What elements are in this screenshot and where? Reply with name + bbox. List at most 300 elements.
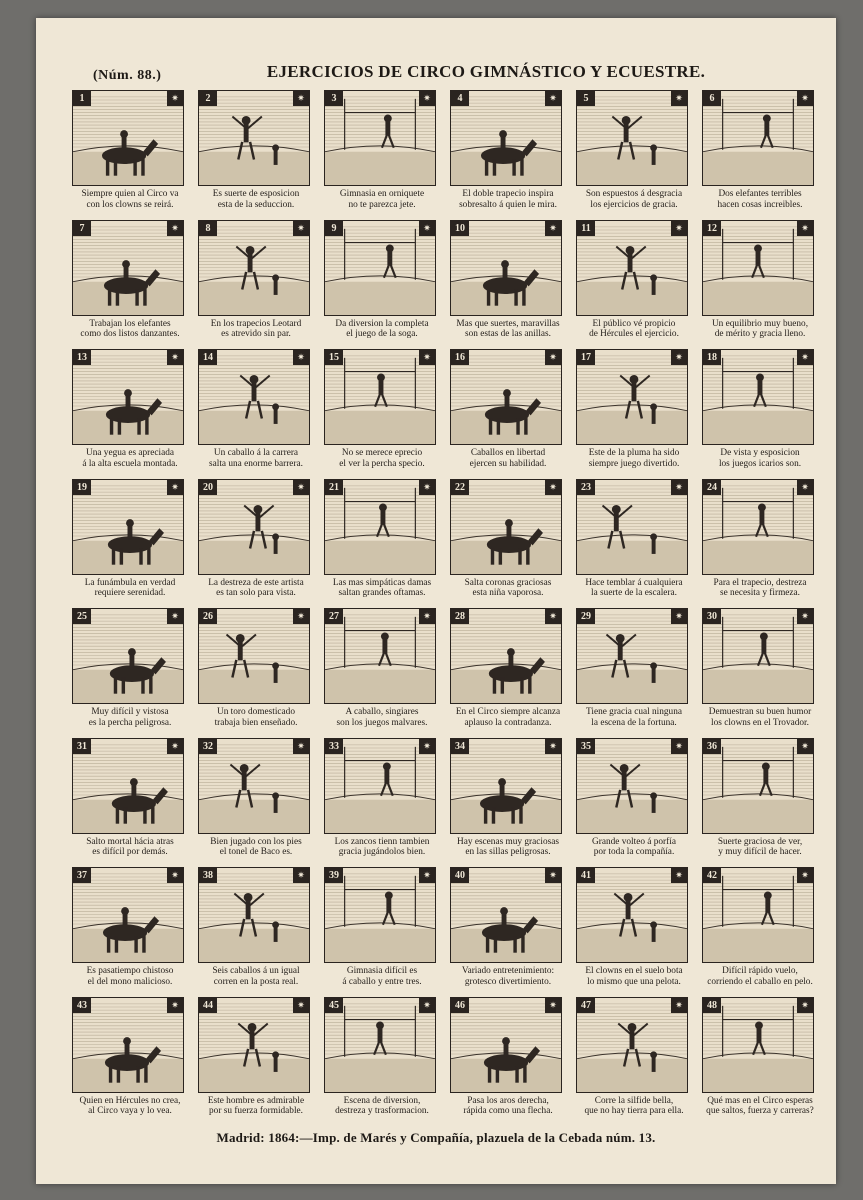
scene-cell (574, 606, 694, 736)
corner-star-icon: ✷ (293, 480, 309, 495)
scene-caption (444, 578, 572, 599)
scene-engraving (198, 997, 310, 1093)
caption-line-1: Seis caballos á un igual (212, 966, 300, 976)
scene-engraving (576, 90, 688, 186)
scene-number: 28 (451, 609, 469, 624)
caption-line-1: El doble trapecio inspira (462, 189, 554, 199)
scene-number: 12 (703, 221, 721, 236)
corner-star-icon: ✷ (545, 609, 561, 624)
corner-star-icon: ✷ (671, 868, 687, 883)
caption-line-2: corren en la posta real. (213, 976, 299, 987)
scene-caption (66, 578, 194, 599)
caption-line-2: salta una enorme barrera. (209, 458, 303, 469)
scene-number: 35 (577, 739, 595, 754)
caption-line-2: corriendo el caballo en pelo. (707, 976, 813, 987)
scene-number: 23 (577, 480, 595, 495)
caption-line-1: Las mas simpáticas damas (332, 577, 432, 588)
scene-caption (570, 189, 698, 210)
corner-star-icon: ✷ (797, 868, 813, 883)
scene-number: 9 (325, 221, 343, 236)
scene-engraving (72, 349, 184, 445)
caption-line-1: La funámbula en verdad (84, 577, 176, 588)
scene-caption (570, 707, 698, 728)
caption-line-1: Escena de diversion, (343, 1095, 421, 1106)
scene-cell (574, 347, 694, 477)
corner-star-icon: ✷ (545, 998, 561, 1013)
scene-cell (322, 606, 442, 736)
scene-engraving (702, 90, 814, 186)
scene-engraving (324, 220, 436, 316)
scene-number: 14 (199, 350, 217, 365)
corner-star-icon: ✷ (671, 221, 687, 236)
caption-line-1: Trabajan los elefantes (89, 318, 171, 329)
scene-caption (444, 707, 572, 728)
scene-number: 3 (325, 91, 343, 106)
scene-cell (448, 606, 568, 736)
scene-number: 42 (703, 868, 721, 883)
scene-engraving (450, 90, 562, 186)
scene-number: 46 (451, 998, 469, 1013)
corner-star-icon: ✷ (671, 609, 687, 624)
scene-cell (448, 347, 568, 477)
caption-line-2: los juegos icarios son. (718, 458, 802, 469)
caption-line-2: es atrevido sin par. (221, 329, 291, 340)
corner-star-icon: ✷ (167, 739, 183, 754)
scene-cell (70, 736, 190, 866)
scene-engraving (576, 738, 688, 834)
caption-line-2: los ejercicios de gracia. (590, 199, 678, 210)
scene-engraving (324, 349, 436, 445)
caption-line-2: el juego de la soga. (346, 329, 418, 340)
corner-star-icon: ✷ (293, 998, 309, 1013)
caption-line-2: la suerte de la escalera. (591, 588, 677, 599)
scene-caption (66, 966, 194, 987)
scene-caption (66, 319, 194, 340)
caption-line-1: Grande volteo á porfía (592, 836, 676, 847)
scene-cell (574, 477, 694, 607)
caption-line-2: ejercen su habilidad. (469, 458, 547, 469)
caption-line-2: son los juegos malvares. (336, 717, 428, 728)
scene-engraving (324, 738, 436, 834)
caption-line-2: destreza y trasformacion. (335, 1106, 429, 1117)
scene-cell (574, 865, 694, 995)
caption-line-2: como dos listos danzantes. (80, 329, 180, 340)
scene-caption (192, 448, 320, 469)
caption-line-2: á caballo y entre tres. (342, 976, 422, 987)
scene-engraving (72, 867, 184, 963)
scene-caption (444, 319, 572, 340)
scene-engraving (198, 90, 310, 186)
corner-star-icon: ✷ (167, 868, 183, 883)
scene-cell (700, 218, 820, 348)
corner-star-icon: ✷ (797, 221, 813, 236)
scene-cell (196, 606, 316, 736)
scene-caption (444, 189, 572, 210)
scene-caption (696, 707, 824, 728)
scene-cell (700, 88, 820, 218)
corner-star-icon: ✷ (797, 998, 813, 1013)
caption-line-1: Caballos en libertad (470, 448, 546, 458)
corner-star-icon: ✷ (167, 350, 183, 365)
corner-star-icon: ✷ (797, 609, 813, 624)
scene-caption (318, 1096, 446, 1117)
caption-line-1: Dos elefantes terribles (718, 189, 802, 199)
scene-number: 47 (577, 998, 595, 1013)
caption-line-1: Muy difícil y vistosa (91, 707, 169, 717)
caption-line-2: por su fuerza formidable. (209, 1106, 303, 1117)
scene-cell (196, 477, 316, 607)
scene-cell (322, 995, 442, 1125)
scene-engraving (324, 90, 436, 186)
scene-cell (70, 218, 190, 348)
scene-caption (66, 837, 194, 858)
scene-number: 36 (703, 739, 721, 754)
scene-engraving (72, 997, 184, 1093)
scene-caption (444, 837, 572, 858)
scene-engraving (198, 738, 310, 834)
scene-number: 6 (703, 91, 721, 106)
scene-engraving (198, 479, 310, 575)
scene-engraving (450, 608, 562, 704)
scene-number: 44 (199, 998, 217, 1013)
scene-engraving (450, 738, 562, 834)
scene-engraving (72, 90, 184, 186)
corner-star-icon: ✷ (293, 609, 309, 624)
corner-star-icon: ✷ (671, 480, 687, 495)
caption-line-2: el tonel de Baco es. (219, 847, 293, 858)
scene-caption (570, 837, 698, 858)
corner-star-icon: ✷ (545, 91, 561, 106)
scene-caption (318, 837, 446, 858)
scene-cell (448, 736, 568, 866)
scene-cell (196, 995, 316, 1125)
caption-line-2: los clowns en el Trovador. (711, 717, 809, 728)
corner-star-icon: ✷ (419, 350, 435, 365)
caption-line-1: Este de la pluma ha sido (588, 448, 680, 458)
caption-line-1: Gimnasia difícil es (346, 966, 418, 976)
scene-number: 26 (199, 609, 217, 624)
scene-engraving (324, 997, 436, 1093)
scene-cell (574, 736, 694, 866)
caption-line-2: saltan grandes oftamas. (338, 588, 426, 599)
caption-line-1: Hay escenas muy graciosas (457, 836, 559, 847)
scene-caption (192, 837, 320, 858)
scene-engraving (702, 997, 814, 1093)
caption-line-1: Mas que suertes, maravillas (456, 318, 560, 329)
scene-engraving (198, 220, 310, 316)
scene-cell (700, 865, 820, 995)
corner-star-icon: ✷ (545, 350, 561, 365)
scene-engraving (702, 608, 814, 704)
caption-line-1: Da diversion la completa (335, 318, 429, 329)
scene-engraving (450, 997, 562, 1093)
scene-number: 15 (325, 350, 343, 365)
caption-line-1: Para el trapecio, destreza (713, 577, 807, 588)
scene-number: 32 (199, 739, 217, 754)
scene-number: 43 (73, 998, 91, 1013)
scene-engraving (198, 349, 310, 445)
caption-line-2: requiere serenidad. (94, 588, 166, 599)
scene-engraving (72, 608, 184, 704)
caption-line-1: Una yegua es apreciada (85, 448, 174, 458)
sheet-number: (Núm. 88.) (93, 68, 162, 83)
page-title: EJERCICIOS DE CIRCO GIMNÁSTICO Y ECUESTRE. (266, 62, 706, 81)
scene-caption (570, 578, 698, 599)
scene-cell (196, 347, 316, 477)
scene-caption (192, 707, 320, 728)
scene-number: 37 (73, 868, 91, 883)
scene-cell (700, 606, 820, 736)
scene-number: 17 (577, 350, 595, 365)
scene-number: 16 (451, 350, 469, 365)
corner-star-icon: ✷ (167, 480, 183, 495)
scene-caption (192, 966, 320, 987)
scene-number: 5 (577, 91, 595, 106)
scene-cell (196, 736, 316, 866)
scene-number: 11 (577, 221, 595, 236)
caption-line-1: Suerte graciosa de ver, (717, 836, 803, 847)
scene-number: 45 (325, 998, 343, 1013)
corner-star-icon: ✷ (167, 221, 183, 236)
scene-number: 40 (451, 868, 469, 883)
scene-engraving (450, 349, 562, 445)
caption-line-2: la escena de la fortuna. (591, 717, 677, 728)
corner-star-icon: ✷ (419, 998, 435, 1013)
scene-caption (444, 448, 572, 469)
caption-line-2: de mérito y gracia lleno. (714, 329, 806, 340)
scene-number: 31 (73, 739, 91, 754)
scene-number: 13 (73, 350, 91, 365)
scene-cell (322, 736, 442, 866)
caption-line-2: y muy difícil de hacer. (718, 847, 802, 858)
scene-engraving (702, 220, 814, 316)
scene-caption (192, 1096, 320, 1117)
scene-cell (70, 477, 190, 607)
caption-line-2: sobresalto á quien le mira. (459, 199, 557, 210)
scene-engraving (324, 608, 436, 704)
caption-line-1: Los zancos tienn tambien (334, 836, 430, 847)
scene-number: 7 (73, 221, 91, 236)
caption-line-1: El clowns en el suelo bota (585, 966, 683, 976)
scene-caption (66, 448, 194, 469)
scene-engraving (702, 349, 814, 445)
scene-engraving (324, 867, 436, 963)
print-sheet (36, 18, 836, 1184)
corner-star-icon: ✷ (293, 350, 309, 365)
scene-caption (444, 966, 572, 987)
caption-line-1: Es suerte de esposicion (212, 189, 300, 199)
scene-number: 34 (451, 739, 469, 754)
caption-line-1: Demuestran su buen humor (708, 707, 812, 717)
corner-star-icon: ✷ (419, 91, 435, 106)
scene-number: 1 (73, 91, 91, 106)
caption-line-1: Salto mortal hácia atras (86, 836, 174, 847)
caption-line-1: Gimnasia en orniquete (339, 189, 425, 199)
corner-star-icon: ✷ (293, 739, 309, 754)
scene-engraving (198, 867, 310, 963)
header (36, 60, 836, 90)
caption-line-2: es la percha peligrosa. (88, 717, 172, 728)
caption-line-1: De vista y esposicion (720, 448, 800, 458)
corner-star-icon: ✷ (293, 868, 309, 883)
scene-caption (318, 578, 446, 599)
corner-star-icon: ✷ (167, 609, 183, 624)
caption-line-2: que no hay tierra para ella. (584, 1106, 684, 1117)
scene-number: 19 (73, 480, 91, 495)
scene-number: 4 (451, 91, 469, 106)
caption-line-2: por toda la compañía. (593, 847, 675, 858)
scene-cell (574, 218, 694, 348)
scene-cell (322, 88, 442, 218)
scene-caption (444, 1096, 572, 1117)
corner-star-icon: ✷ (167, 91, 183, 106)
scene-engraving (576, 220, 688, 316)
scene-number: 22 (451, 480, 469, 495)
caption-line-1: El público vé propicio (592, 318, 676, 329)
caption-line-2: al Circo vaya y lo vea. (88, 1106, 172, 1117)
caption-line-2: aplauso la contradanza. (464, 717, 552, 728)
caption-line-2: esta de la seduccion. (217, 199, 295, 210)
caption-line-2: lo mismo que una pelota. (587, 976, 681, 987)
scene-number: 8 (199, 221, 217, 236)
scene-engraving (450, 867, 562, 963)
corner-star-icon: ✷ (797, 350, 813, 365)
caption-line-1: Un equilibrio muy bueno, (711, 318, 809, 329)
scene-cell (574, 995, 694, 1125)
scene-number: 20 (199, 480, 217, 495)
caption-line-2: hacen cosas increibles. (717, 199, 803, 210)
scene-caption (192, 189, 320, 210)
scene-cell (700, 477, 820, 607)
scene-number: 30 (703, 609, 721, 624)
caption-line-2: el ver la percha specio. (339, 458, 425, 469)
scene-cell (322, 865, 442, 995)
corner-star-icon: ✷ (797, 739, 813, 754)
caption-line-1: Hace temblar á cualquiera (585, 577, 683, 588)
scene-engraving (576, 479, 688, 575)
scene-caption (696, 319, 824, 340)
corner-star-icon: ✷ (671, 350, 687, 365)
scene-cell (322, 218, 442, 348)
scene-number: 2 (199, 91, 217, 106)
corner-star-icon: ✷ (545, 480, 561, 495)
scene-cell (448, 218, 568, 348)
caption-line-1: Salta coronas graciosas (464, 577, 552, 588)
corner-star-icon: ✷ (797, 480, 813, 495)
caption-line-2: gracia jugándolos bien. (338, 847, 426, 858)
scene-caption (696, 189, 824, 210)
caption-line-1: En el Circo siempre alcanza (455, 707, 561, 717)
corner-star-icon: ✷ (671, 739, 687, 754)
corner-star-icon: ✷ (419, 609, 435, 624)
caption-line-1: Difícil rápido vuelo, (722, 966, 798, 976)
scene-cell (70, 995, 190, 1125)
scene-number: 24 (703, 480, 721, 495)
caption-line-1: Un toro domesticado (217, 707, 295, 717)
caption-line-1: Tiene gracia cual ninguna (586, 707, 682, 717)
scene-number: 41 (577, 868, 595, 883)
caption-line-1: Un caballo á la carrera (213, 448, 299, 458)
corner-star-icon: ✷ (167, 998, 183, 1013)
caption-line-2: que saltos, fuerza y carreras? (706, 1106, 814, 1117)
scene-caption (318, 189, 446, 210)
scene-number: 21 (325, 480, 343, 495)
scene-cell (70, 865, 190, 995)
scene-caption (696, 1096, 824, 1117)
scene-caption (696, 448, 824, 469)
scene-caption (318, 448, 446, 469)
caption-line-2: no te parezca jete. (348, 199, 416, 210)
scene-caption (192, 319, 320, 340)
caption-line-1: No se merece eprecio (341, 448, 423, 458)
scene-engraving (576, 608, 688, 704)
scene-caption (570, 966, 698, 987)
caption-line-2: el del mono malicioso. (87, 976, 173, 987)
scene-engraving (198, 608, 310, 704)
scene-engraving (72, 220, 184, 316)
caption-line-1: Este hombre es admirable (207, 1095, 305, 1106)
corner-star-icon: ✷ (671, 91, 687, 106)
scene-engraving (576, 867, 688, 963)
scene-cell (700, 995, 820, 1125)
scene-engraving (324, 479, 436, 575)
scene-number: 10 (451, 221, 469, 236)
scene-caption (192, 578, 320, 599)
scene-cell (700, 736, 820, 866)
scene-number: 18 (703, 350, 721, 365)
scene-caption (570, 1096, 698, 1117)
caption-line-1: Es pasatiempo chistoso (86, 966, 174, 976)
scene-cell (574, 88, 694, 218)
scene-grid (70, 88, 820, 1124)
corner-star-icon: ✷ (545, 739, 561, 754)
scene-cell (700, 347, 820, 477)
scene-engraving (72, 738, 184, 834)
caption-line-2: en las sillas peligrosas. (465, 847, 551, 858)
scene-caption (696, 578, 824, 599)
scene-engraving (576, 997, 688, 1093)
caption-line-2: con los clowns se reirá. (86, 199, 174, 210)
scene-caption (318, 966, 446, 987)
caption-line-1: La destreza de este artista (208, 577, 304, 588)
scene-engraving (702, 867, 814, 963)
scene-number: 48 (703, 998, 721, 1013)
scene-caption (66, 707, 194, 728)
scene-engraving (702, 738, 814, 834)
scene-engraving (72, 479, 184, 575)
scene-caption (696, 966, 824, 987)
scene-engraving (450, 479, 562, 575)
caption-line-2: rápida como una flecha. (463, 1106, 553, 1117)
caption-line-1: Qué mas en el Circo esperas (707, 1095, 813, 1106)
caption-line-2: siempre juego divertido. (588, 458, 680, 469)
scene-cell (70, 347, 190, 477)
scene-number: 33 (325, 739, 343, 754)
scene-caption (570, 448, 698, 469)
imprint-footer: Madrid: 1864:—Imp. de Marés y Compañía, plazuela de la Cebada núm. 13. (216, 1130, 656, 1145)
scene-cell (448, 477, 568, 607)
scene-cell (448, 865, 568, 995)
scene-cell (70, 606, 190, 736)
caption-line-2: de Hércules el ejercicio. (589, 329, 679, 340)
caption-line-2: grotesco divertimiento. (464, 976, 552, 987)
caption-line-2: son estas de las anillas. (465, 329, 551, 340)
scene-number: 38 (199, 868, 217, 883)
scene-number: 25 (73, 609, 91, 624)
scene-cell (70, 88, 190, 218)
scene-cell (322, 347, 442, 477)
caption-line-1: Son espuestos á desgracia (585, 189, 683, 199)
